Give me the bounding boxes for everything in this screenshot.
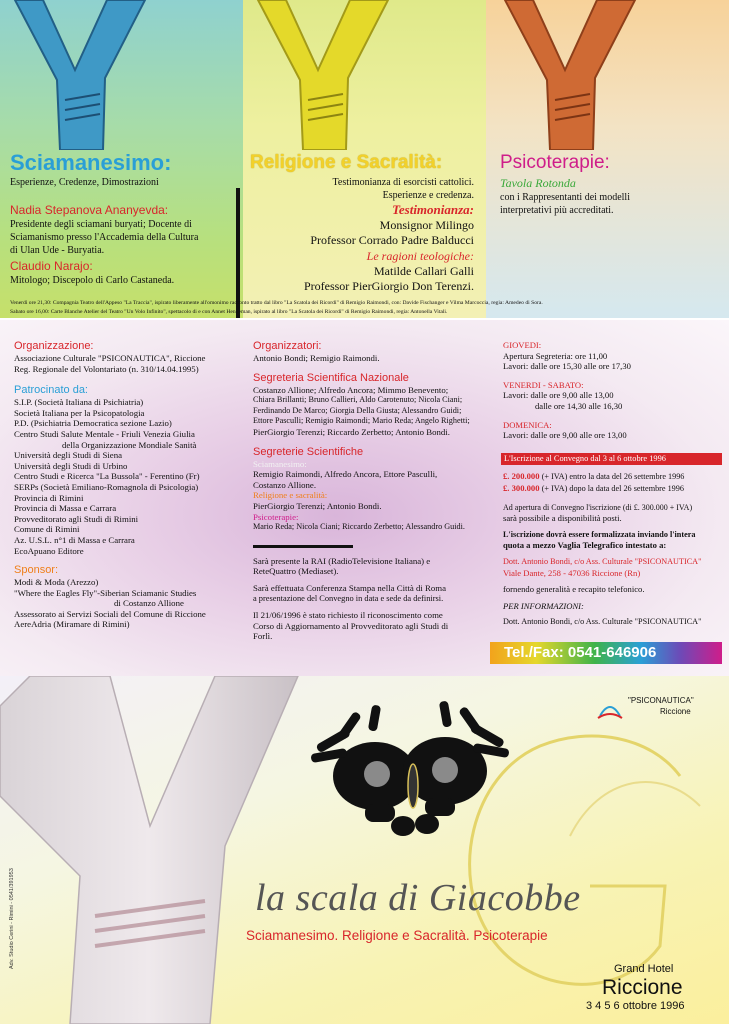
- segreterie-title: Segreterie Scientifiche: [253, 445, 364, 458]
- blue-tree-icon: [5, 0, 155, 150]
- large-tree-icon: [0, 676, 300, 1024]
- sciamanesimo-subtitle: Esperienze, Credenze, Dimostrazioni: [10, 177, 159, 188]
- speaker2-description: Mitologo; Discepolo di Carlo Castaneda.: [10, 275, 175, 286]
- speaker2-name: Claudio Narajo:: [10, 259, 93, 273]
- col3-text: [500, 150, 720, 217]
- testimonianza-names: Monsignor Milingo Professor Corrado Padre Balducci: [310, 218, 474, 247]
- venue-line2: Riccione: [602, 976, 683, 999]
- religione-subtitle: Testimonianza di esorcisti cattolici. Esperienze e credenza.: [332, 177, 474, 201]
- col2-text: [250, 150, 474, 294]
- vertical-credit: Adv. Studio Cerini - Rimini - 0541/391953: [9, 868, 15, 969]
- speaker1-name: Nadia Stepanova Ananyevda:: [10, 203, 169, 217]
- organizzazione-title: Organizzazione:: [14, 340, 94, 352]
- price-1: £. 200.000 (+ IVA) entro la data del 26 settembre 1996: [503, 471, 685, 482]
- main-title: la scala di Giacobbe: [255, 877, 581, 919]
- main-subtitle: Sciamanesimo. Religione e Sacralità. Psicoterapie: [246, 928, 548, 943]
- event-dates: 3 4 5 6 ottobre 1996: [586, 1000, 685, 1012]
- bottom-section: [0, 676, 729, 1024]
- price-2: £. 300.000 (+ IVA) dopo la data del 26 settembre 1996: [503, 482, 684, 493]
- sciamanesimo-title: Sciamanesimo:: [10, 150, 172, 175]
- ragioni-label: Le ragioni teologiche:: [366, 249, 474, 263]
- venue-line1: Grand Hotel: [614, 963, 674, 975]
- religione-title: Religione e Sacralità:: [250, 152, 443, 173]
- testimonianza-label: Testimonianza:: [392, 202, 474, 217]
- mid-col3: GIOVEDI: Apertura Segreteria: ore 11,00 Lavori: dalle ore 15,30 alle ore 17,30 VENERDI - SABATO: Lavori: dalle ore 9,00 alle 13,00 dalle ore 14,30 alle 16,30 DOMENICA: Lavori: dalle ore 9,00 alle ore 13,00 L'Iscrizione al Convegno dal 3 al 6 ottobre 1996 £. 200.000 (+ IVA) entro la data del 26 settembre 1996 £. 300.000 (+ IVA) dopo la data del 26 settembre 1996 Ad apertura di Convegno l'iscrizione (di £. 300.000 + IVA) sarà possibile a disponibilità posti. L'iscrizione dovrà essere formalizzata inviando l'intera quota a mezzo Vaglia Telegrafico intestato a: Dott. Antonio Bondi, c/o Ass. Culturale "PSICONAUTICA" Viale Dante, 258 - 47036 Riccione (Rn) fornendo generalità e recapito telefonico. PER INFORMAZIONI: Dott. Antonio Bondi, c/o Ass. Culturale "PSICONAUTICA": [503, 340, 725, 628]
- top-section: [0, 0, 729, 318]
- tavola-rotonda: Tavola Rotonda: [500, 176, 576, 190]
- logo-name: "PSICONAUTICA": [628, 696, 694, 705]
- psicoterapie-title: Psicoterapie:: [500, 152, 610, 173]
- patrocinato-title: Patrocinato da:: [14, 384, 88, 397]
- theater-footnotes: Venerdì ore 21,30: Compagnia Teatro dell'Appeso "La Traccia", ispirato liberamente all'omonimo racconto tratto dal libro "La Scatola dei Ricordi" di Remigio Raimondi, con: Davide Fischanger e Vilma Marcoccia, regia: Amedeo di Sora. Sabato ore 16,00: Carte Blanche Atelier del Teatro "Un Volo Infinito", spettacolo di e con Annet Henneman, ispirato al libro "La Scatola dei Ricordi" di Remigio Raimondi, regia: Antonella Vitali.: [10, 300, 543, 315]
- tel-fax-bar: Tel./Fax: 0541-646906: [490, 642, 722, 664]
- middle-section: [0, 320, 729, 676]
- venerdi-sabato-title: VENERDI - SABATO:: [503, 379, 584, 390]
- psicoterapie-description: con i Rappresentanti dei modelli interpretativi più accreditati.: [500, 192, 630, 216]
- speaker1-description: Presidente degli sciamani buryati; Docente di Sciamanismo presso l'Accademia della Cultura di Ulan Ude - Buryatia.: [10, 219, 199, 256]
- iscrizione-banner: L'Iscrizione al Convegno dal 3 al 6 ottobre 1996: [501, 453, 722, 466]
- ragioni-names: Matilde Callari Galli Professor PierGiorgio Don Terenzi.: [303, 264, 474, 293]
- col1-text: [10, 150, 238, 287]
- psiconautica-logo-icon: [596, 696, 624, 722]
- yellow-tree-icon: [248, 0, 398, 150]
- segreteria-nazionale-title: Segreteria Scientifica Nazionale: [253, 371, 409, 384]
- sponsor-title: Sponsor:: [14, 564, 59, 577]
- handprints-icon: [305, 696, 515, 846]
- orange-tree-icon: [495, 0, 645, 150]
- organizzatori-title: Organizzatori:: [253, 340, 322, 352]
- domenica-title: DOMENICA:: [503, 419, 552, 430]
- divider-line: [253, 545, 353, 548]
- mid-col2: Organizzatori: Antonio Bondi; Remigio Raimondi. Segreteria Scientifica Nazionale Costanzo Allione; Alfredo Ancora; Mimmo Benevento; Chiara Brillanti; Bruno Callieri, Aldo Carotenuto; Nicola Ciani; Ferdinando De Marco; Giorgia Della Giusta; Alessandro Guidi; Ettore Pasculli; Remigio Raimondi; Mario Reda; Angelo Righetti; PierGiorgio Terenzi; Riccardo Zerbetto; Antonio Bondi. Segreterie Scientifiche Sciamanesimo: Remigio Raimondi, Alfredo Ancora, Ettore Pasculli, Costanzo Allione. Religione e sacralità: PierGiorgio Terenzi; Antonio Bondi. Psicoterapie: Mario Reda; Nicola Ciani; Riccardo Zerbetto; Alessandro Guidi. Sarà presente la RAI (RadioTelevisione Italiana) e ReteQuattro (Mediaset). Sarà effettuata Conferenza Stampa nella Città di Roma a presentazione del Convegno in data e sede da definirsi. Il 21/06/1996 è stato richiesto il riconoscimento come Corso di Aggiornamento al Provveditorato agli Studi di Forlì.: [253, 340, 483, 642]
- mid-col1: Organizzazione: Associazione Culturale "PSICONAUTICA", Riccione Reg. Regionale del Volontariato (n. 310/14.04.1995) Patrocinato da: S.I.P. (Società Italiana di Psichiatria) Società Italiana per la Psicopatologia P.D. (Psichiatria Democratica sezione Lazio) Centro Studi Salute Mentale - Friuli Venezia Giulia della Organizzazione Mondiale Sanità Università degli Studi di Siena Università degli Studi di Urbino Centro Studi e Ricerca "La Bussola" - Ferentino (Fr) SERPs (Società Emiliano-Romagnola di Psicologia) Provincia di Rimini Provincia di Massa e Carrara Provveditorato agli Studi di Rimini Comune di Rimini Az. U.S.L. n°1 di Massa e Carrara EcoApuano Editore Sponsor: Modi & Moda (Arezzo) "Where the Eagles Fly"-Siberian Sciamanic Studies di Costanzo Allione Assessorato ai Servizi Sociali del Comune di Riccione AereAdria (Miramare di Rimini): [14, 340, 244, 630]
- giovedi-title: GIOVEDI:: [503, 340, 542, 350]
- logo-city: Riccione: [660, 707, 691, 716]
